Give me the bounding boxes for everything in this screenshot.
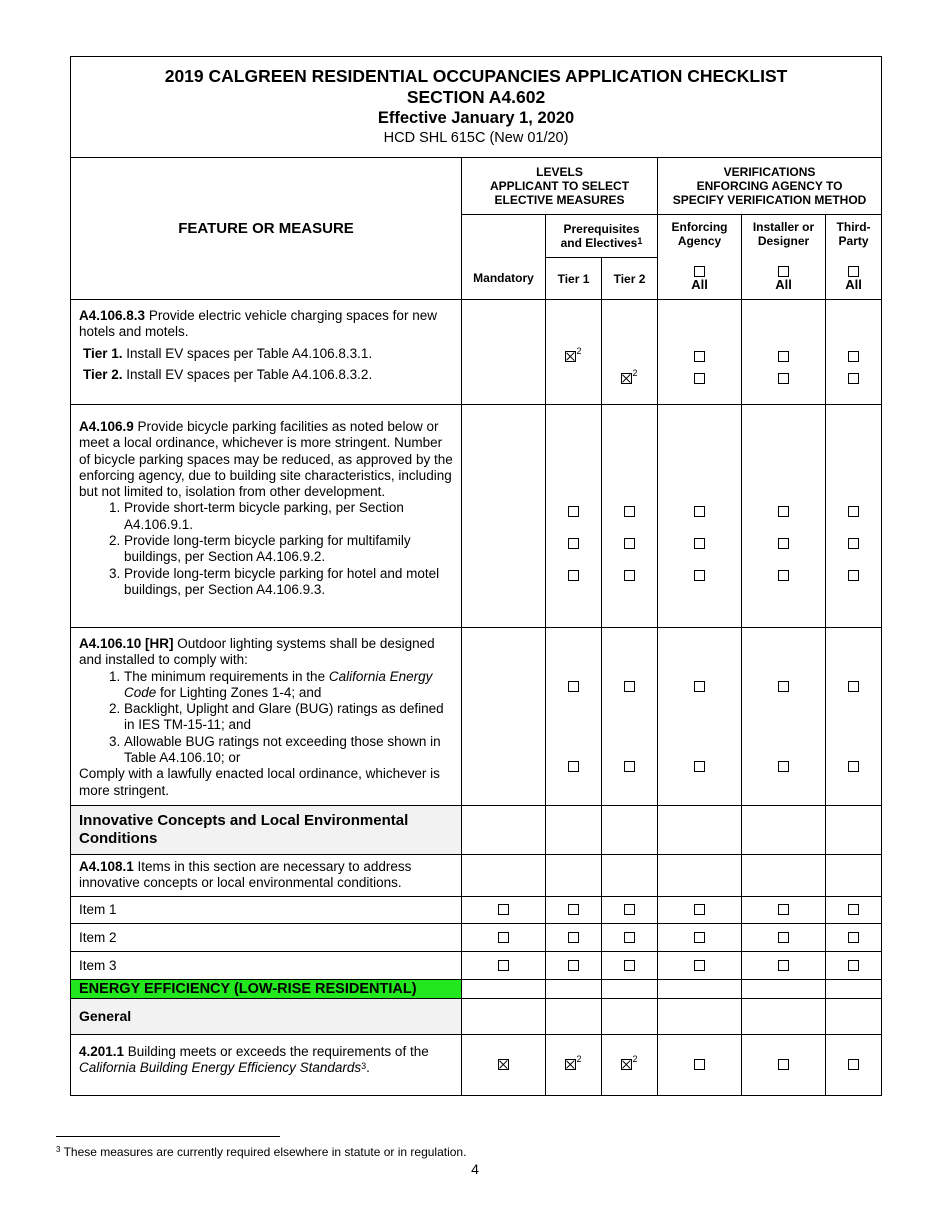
checkbox-third-party[interactable] bbox=[848, 904, 859, 915]
checkbox-installer-all[interactable] bbox=[778, 266, 789, 277]
checkbox-installer[interactable] bbox=[778, 932, 789, 943]
checkbox-third-party-all[interactable] bbox=[848, 266, 859, 277]
checkbox[interactable] bbox=[778, 761, 789, 772]
item-label: Item 2 bbox=[71, 923, 462, 951]
checkbox[interactable] bbox=[568, 761, 579, 772]
checkbox[interactable] bbox=[568, 681, 579, 692]
checkbox-enforcing-all[interactable] bbox=[694, 266, 705, 277]
checkbox-installer[interactable] bbox=[778, 373, 789, 384]
checkbox[interactable] bbox=[778, 506, 789, 517]
tier2-header: Tier 2 bbox=[602, 258, 658, 300]
checkbox[interactable] bbox=[624, 761, 635, 772]
energy-efficiency-heading: ENERGY EFFICIENCY (LOW-RISE RESIDENTIAL) bbox=[71, 979, 462, 998]
checkbox-third-party[interactable] bbox=[848, 1059, 859, 1070]
item-label: Item 3 bbox=[71, 951, 462, 979]
row-a4-106-8-3: A4.106.8.3 Provide electric vehicle charging spaces for new hotels and motels. Tier 1. Install EV spaces per Table A4.106.8.3.1. Tier 2. Install EV spaces per Table A4.106.8.3.2. $^2$ $^2$ bbox=[71, 300, 882, 405]
footnote: $^3$ These measures are currently required elsewhere in statute or in regulation. bbox=[56, 1145, 467, 1159]
footnote-divider bbox=[56, 1136, 280, 1137]
general-heading: General bbox=[71, 998, 462, 1034]
checkbox[interactable] bbox=[624, 506, 635, 517]
row-innovative-heading bbox=[71, 805, 882, 854]
checkbox-enforcing[interactable] bbox=[694, 932, 705, 943]
checkbox[interactable] bbox=[694, 681, 705, 692]
checkbox[interactable] bbox=[778, 681, 789, 692]
mandatory-spacer bbox=[462, 215, 546, 258]
row-a4-108-1 bbox=[71, 854, 882, 896]
checkbox[interactable] bbox=[568, 506, 579, 517]
desc-a4-106-8-3: A4.106.8.3 Provide electric vehicle charging spaces for new hotels and motels. Tier 1. Install EV spaces per Table A4.106.8.3.1. Tier 2. Install EV spaces per Table A4.106.8.3.2. bbox=[71, 300, 462, 405]
checkbox[interactable] bbox=[848, 506, 859, 517]
checkbox[interactable] bbox=[568, 570, 579, 581]
checkbox[interactable] bbox=[624, 570, 635, 581]
checkbox-third-party[interactable] bbox=[848, 932, 859, 943]
checkbox[interactable] bbox=[624, 538, 635, 549]
checkbox-tier2-ev-checked[interactable] bbox=[621, 373, 632, 384]
title-effective-date: Effective January 1, 2020 bbox=[377, 109, 575, 127]
checkbox-enforcing[interactable] bbox=[694, 373, 705, 384]
item-label: Item 1 bbox=[71, 896, 462, 923]
checkbox[interactable] bbox=[694, 538, 705, 549]
checkbox-tier1-checked[interactable] bbox=[565, 1059, 576, 1070]
title-line-1: 2019 CALGREEN RESIDENTIAL OCCUPANCIES APPLICATION CHECKLIST bbox=[164, 66, 788, 86]
checkbox-third-party[interactable] bbox=[848, 373, 859, 384]
item-row bbox=[71, 923, 882, 951]
title-form-number: HCD SHL 615C (New 01/20) bbox=[383, 130, 569, 146]
checklist-page bbox=[70, 56, 881, 1096]
checkbox-third-party[interactable] bbox=[848, 960, 859, 971]
checkbox[interactable] bbox=[624, 681, 635, 692]
mandatory-cell bbox=[462, 300, 546, 405]
checkbox[interactable] bbox=[848, 761, 859, 772]
row-general-heading bbox=[71, 998, 882, 1034]
title-block bbox=[71, 57, 882, 158]
checkbox[interactable] bbox=[694, 506, 705, 517]
desc-4-201-1: 4.201.1 Building meets or exceeds the requirements of the California Building Energy Efficiency Standards$^3$. bbox=[71, 1034, 462, 1095]
checkbox-mandatory[interactable] bbox=[498, 932, 509, 943]
row-a4-106-9 bbox=[71, 405, 882, 628]
row-a4-106-10 bbox=[71, 628, 882, 806]
checklist-table bbox=[70, 56, 882, 1096]
checkbox[interactable] bbox=[778, 570, 789, 581]
installer-designer-header: Installer or Designer All bbox=[742, 215, 826, 300]
row-4-201-1: 4.201.1 Building meets or exceeds the requirements of the California Building Energy Efficiency Standards$^3$. $^2$ $^2$ bbox=[71, 1034, 882, 1095]
mandatory-header: Mandatory bbox=[462, 258, 546, 300]
checkbox-mandatory-checked[interactable] bbox=[498, 1059, 509, 1070]
third-party-header: Third- Party All bbox=[826, 215, 882, 300]
prerequisites-header: Prerequisites and Electives$^1$ bbox=[546, 215, 658, 258]
checkbox-tier1[interactable] bbox=[568, 932, 579, 943]
desc-a4-106-10: A4.106.10 [HR] Outdoor lighting systems shall be designed and installed to comply with: 1. The minimum requirements in the California Energy Code for Lighting Zones 1-4; and 2. Backlight, Uplight and Glare (BUG) ratings as defined in IES TM-15-11; and 3. Allowable BUG ratings not exceeding those shown in Table A4.106.10; or Comply with a lawfully enacted local ordinance, whichever is more stringent. bbox=[71, 628, 462, 806]
checkbox[interactable] bbox=[568, 538, 579, 549]
item-row bbox=[71, 896, 882, 923]
checkbox-enforcing[interactable] bbox=[694, 960, 705, 971]
checkbox[interactable] bbox=[694, 570, 705, 581]
checkbox-installer[interactable] bbox=[778, 960, 789, 971]
feature-header: FEATURE OR MEASURE bbox=[71, 158, 462, 300]
tier1-header: Tier 1 bbox=[546, 258, 602, 300]
checkbox[interactable] bbox=[694, 761, 705, 772]
item-row bbox=[71, 951, 882, 979]
verifications-header: VERIFICATIONS ENFORCING AGENCY TO SPECIFY VERIFICATION METHOD bbox=[658, 158, 882, 215]
mandatory-cell bbox=[462, 628, 546, 806]
checkbox[interactable] bbox=[848, 681, 859, 692]
checkbox-installer[interactable] bbox=[778, 904, 789, 915]
checkbox-tier1[interactable] bbox=[568, 904, 579, 915]
checkbox-mandatory[interactable] bbox=[498, 904, 509, 915]
mandatory-cell bbox=[462, 405, 546, 628]
checkbox-tier1[interactable] bbox=[568, 960, 579, 971]
checkbox-tier1-ev-checked[interactable] bbox=[565, 351, 576, 362]
checkbox-tier2[interactable] bbox=[624, 960, 635, 971]
checkbox[interactable] bbox=[848, 538, 859, 549]
checkbox[interactable] bbox=[848, 570, 859, 581]
checkbox[interactable] bbox=[778, 538, 789, 549]
page-number: 4 bbox=[471, 1161, 479, 1177]
checkbox-enforcing[interactable] bbox=[694, 904, 705, 915]
checkbox-tier2[interactable] bbox=[624, 932, 635, 943]
desc-a4-108-1: A4.108.1 Items in this section are necessary to address innovative concepts or local environmental conditions. bbox=[71, 854, 462, 896]
innovative-concepts-heading: Innovative Concepts and Local Environmental Conditions bbox=[71, 805, 462, 854]
checkbox-enforcing[interactable] bbox=[694, 351, 705, 362]
checkbox-third-party[interactable] bbox=[848, 351, 859, 362]
checkbox-mandatory[interactable] bbox=[498, 960, 509, 971]
checkbox-enforcing[interactable] bbox=[694, 1059, 705, 1070]
desc-a4-106-9: A4.106.9 Provide bicycle parking facilities as noted below or meet a local ordinance, whichever is more stringent. Number of bicycle parking spaces may be reduced, as approved by the enforcing agency, due to building site characteristics, including but not limited to, isolation from other development. 1. Provide short-term bicycle parking, per Section A4.106.9.1. 2. Provide long-term bicycle parking for multifamily buildings, per Section A4.106.9.2. 3. Provide long-term bicycle parking for hotel and motel buildings, per Section A4.106.9.3. bbox=[71, 405, 462, 628]
title-line-2: SECTION A4.602 bbox=[406, 87, 546, 107]
checkbox-installer[interactable] bbox=[778, 1059, 789, 1070]
checkbox-installer[interactable] bbox=[778, 351, 789, 362]
enforcing-agency-header: Enforcing Agency All bbox=[658, 215, 742, 300]
levels-header: LEVELS APPLICANT TO SELECT ELECTIVE MEASURES bbox=[462, 158, 658, 215]
checkbox-tier2-checked[interactable] bbox=[621, 1059, 632, 1070]
checkbox-tier2[interactable] bbox=[624, 904, 635, 915]
row-energy-heading bbox=[71, 979, 882, 998]
